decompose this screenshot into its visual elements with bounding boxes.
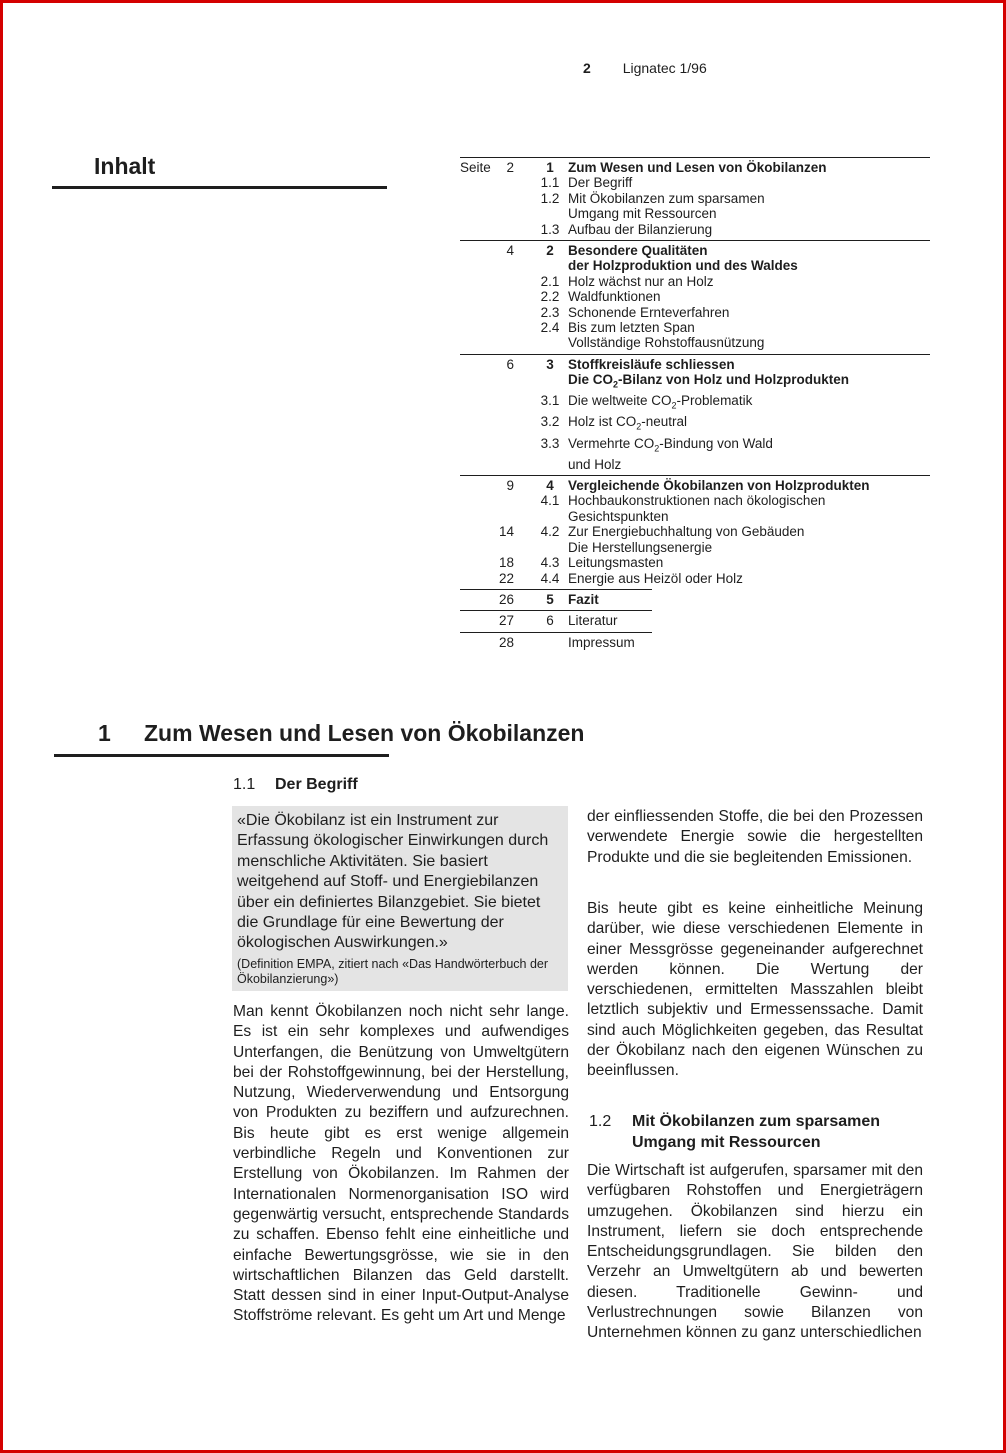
toc-chapter-title: Vergleichende Ökobilanzen von Holzprodukten: [568, 478, 870, 494]
toc-title-subscript: 2: [654, 443, 660, 454]
toc-chapter-number: 4.3: [540, 555, 560, 571]
toc-seite-label: [460, 335, 496, 350]
toc-seite-label: [460, 175, 496, 190]
toc-group: [460, 589, 652, 610]
toc-entry: [460, 571, 930, 586]
toc-title-part: -neutral: [641, 414, 688, 430]
toc-page-number: [496, 335, 514, 350]
toc-chapter-number: 5: [546, 591, 554, 607]
toc-entry: [460, 592, 652, 607]
toc-entry: [460, 540, 930, 555]
toc-entry: [460, 555, 930, 570]
toc-chapter-number: [532, 635, 568, 650]
publication-name: Lignatec 1/96: [622, 60, 707, 76]
toc-seite-label: [460, 509, 496, 524]
toc-chapter-title: Zur Energiebuchhaltung von Gebäuden: [568, 524, 805, 540]
page-number: 2: [583, 60, 591, 76]
toc-page-number: [496, 540, 514, 555]
toc-page-number: [496, 509, 514, 524]
toc-seite-label: [460, 540, 496, 555]
toc-chapter-title: Holz wächst nur an Holz: [568, 273, 714, 289]
toc-chapter-title: Besondere Qualitäten: [568, 243, 708, 259]
toc-chapter-title: [568, 414, 930, 435]
toc-page-number: [496, 393, 514, 414]
toc-chapter-title: Der Begriff: [568, 175, 633, 191]
toc-entry: [460, 372, 930, 393]
subsection-heading: [233, 776, 358, 794]
toc-page-number: [496, 414, 514, 435]
toc-page-number: 2: [506, 160, 514, 175]
toc-seite-label: [460, 274, 496, 289]
toc-chapter-number: 4.2: [540, 524, 560, 540]
toc-chapter-title: [568, 372, 930, 393]
toc-chapter-title: Zum Wesen und Lesen von Ökobilanzen: [568, 160, 827, 175]
toc-chapter-title: Leitungsmasten: [568, 555, 664, 571]
toc-seite-label: [460, 289, 496, 304]
toc-seite-label: [460, 592, 496, 607]
toc-entry: [460, 509, 930, 524]
body-paragraph: der einfliessenden Stoffe, die bei den Prozessen verwendete Energie sowie die hergestellten Produkte und die sie begleitenden Emissionen.: [587, 808, 923, 866]
toc-chapter-number: [532, 206, 568, 221]
toc-chapter-number: 1.3: [540, 221, 560, 237]
toc-chapter-title: Schonende Ernteverfahren: [568, 304, 730, 320]
toc-seite-label: [460, 393, 496, 414]
toc-chapter-title: Mit Ökobilanzen zum sparsamen: [568, 190, 765, 206]
toc-entry: [460, 457, 930, 472]
toc-seite-label: [460, 243, 496, 258]
toc-chapter-number: 3: [546, 356, 554, 372]
toc-group: [460, 632, 652, 653]
toc-page-number: 14: [498, 524, 514, 540]
toc-chapter-number: 1.2: [540, 190, 560, 206]
toc-page-number: [496, 457, 514, 472]
toc-chapter-number: 6: [546, 613, 554, 629]
toc-seite-label: [460, 436, 496, 457]
toc-chapter-title: Waldfunktionen: [568, 289, 661, 305]
toc-chapter-title: [568, 436, 930, 457]
toc-page-number: 9: [506, 478, 514, 494]
toc-title-part: -Bindung von Wald: [659, 435, 773, 451]
toc-seite-label: [460, 320, 496, 335]
toc-page-number: [496, 258, 514, 273]
body-paragraph: Die Wirtschaft ist aufgerufen, sparsamer mit den verfügbaren Rohstoffen und Energieträgern umzugehen. Ökobilanzen sind hierzu ein Instrument, liefern sie doch entsprechende Entscheidungsgrundlagen. Sie bilden den Verzehr an Umweltgütern ab und bewerten diesen. Traditionelle Gewinn- und Verlustrechnungen sowie Bilanzen von Unternehmen können zu ganz unterschiedlichen: [587, 1162, 923, 1342]
toc-page-number: 6: [506, 356, 514, 372]
toc-chapter-number: [532, 540, 568, 555]
toc-chapter-number: 4.1: [540, 493, 560, 509]
toc-title-part: Vermehrte CO: [568, 435, 655, 451]
toc-page-number: [496, 175, 514, 190]
toc-group: [460, 157, 930, 240]
toc-chapter-title: Vollständige Rohstoffausnützung: [568, 335, 765, 351]
toc-chapter-number: 2.1: [540, 273, 560, 289]
toc-page-number: [496, 305, 514, 320]
toc-page-number: [496, 274, 514, 289]
toc-seite-label: [460, 414, 496, 435]
toc-seite-label: [460, 372, 496, 393]
toc-entry: [460, 393, 930, 414]
toc-group: [460, 475, 930, 589]
table-of-contents: [460, 157, 930, 653]
toc-title-part: -Bilanz von Holz und Holzprodukten: [618, 372, 850, 388]
toc-page-number: [496, 289, 514, 304]
toc-title-subscript: 2: [671, 401, 677, 412]
section-heading-rule: [54, 754, 389, 757]
toc-page-number: [496, 191, 514, 206]
toc-chapter-number: 2.2: [540, 289, 560, 305]
toc-chapter-title: Stoffkreisläufe schliessen: [568, 356, 735, 372]
toc-chapter-title: und Holz: [568, 456, 622, 472]
body-paragraph: Bis heute gibt es keine einheitliche Meinung darüber, wie diese verschiedenen Elemente in einer Messgrösse gegeneinander aufgerechnet werden können. Die Wertung der verschiedenen, ermittelten Masszahlen bleibt letztlich subjektiv und Ermessenssache. Damit sind auch Möglichkeiten gegeben, das Resultat der Ökobilanz nach den eigenen Wünschen zu beeinflussen.: [587, 900, 923, 1080]
toc-group: [460, 354, 930, 475]
toc-seite-label: [460, 571, 496, 586]
toc-page-number: [496, 320, 514, 335]
toc-title: Inhalt: [94, 153, 156, 179]
toc-entry: [460, 274, 930, 289]
toc-seite-label: [460, 524, 496, 539]
toc-chapter-number: 1: [546, 160, 554, 175]
toc-chapter-number: [532, 457, 568, 472]
toc-entry: [460, 478, 930, 493]
toc-chapter-number: 3.1: [540, 393, 560, 409]
toc-entry: [460, 493, 930, 508]
toc-seite-label: [460, 613, 496, 628]
subsection-number: 1.1: [233, 776, 256, 793]
toc-chapter-number: [532, 258, 568, 273]
toc-seite-label: [460, 258, 496, 273]
toc-seite-label: [460, 206, 496, 221]
toc-entry: [460, 206, 930, 221]
toc-chapter-number: [532, 372, 568, 393]
toc-entry: [460, 258, 930, 273]
toc-entry: [460, 320, 930, 335]
toc-entry: [460, 335, 930, 350]
toc-page-number: 4: [506, 243, 514, 259]
toc-title-subscript: 2: [636, 422, 642, 433]
toc-title-part: Die weltweite CO: [568, 393, 672, 409]
toc-chapter-title: Hochbaukonstruktionen nach ökologischen: [568, 493, 826, 509]
toc-chapter-number: 2.3: [540, 304, 560, 320]
toc-title-part: Die CO: [568, 372, 614, 388]
toc-chapter-title: Die Herstellungsenergie: [568, 539, 713, 555]
toc-seite-label: [460, 305, 496, 320]
toc-page-number: 26: [498, 591, 514, 607]
toc-chapter-title: Literatur: [568, 613, 618, 629]
toc-seite-label: [460, 493, 496, 508]
toc-page-number: [496, 222, 514, 237]
toc-page-number: [496, 493, 514, 508]
toc-entry: [460, 635, 652, 650]
toc-chapter-number: 3.2: [540, 414, 560, 430]
toc-chapter-title: Umgang mit Ressourcen: [568, 206, 717, 222]
toc-chapter-number: [532, 509, 568, 524]
toc-chapter-number: 1.1: [540, 175, 560, 191]
definition-quote-box: [232, 806, 568, 991]
subsection-heading: [589, 1112, 932, 1153]
toc-chapter-number: 2.4: [540, 320, 560, 336]
toc-chapter-title: Aufbau der Bilanzierung: [568, 221, 713, 237]
toc-entry: [460, 160, 930, 175]
toc-chapter-title: der Holzproduktion und des Waldes: [568, 258, 798, 274]
toc-page-number: [496, 436, 514, 457]
section-title: Zum Wesen und Lesen von Ökobilanzen: [144, 720, 585, 746]
page-header: [583, 60, 707, 76]
toc-chapter-number: [532, 335, 568, 350]
toc-entry: [460, 436, 930, 457]
toc-entry: [460, 175, 930, 190]
toc-seite-label: [460, 478, 496, 493]
toc-chapter-title: [568, 393, 930, 414]
subsection-title: Der Begriff: [275, 776, 358, 793]
section-heading: [98, 720, 584, 747]
toc-seite-label: Seite: [460, 160, 491, 175]
toc-entry: [460, 289, 930, 304]
subsection-number: 1.2: [589, 1113, 612, 1130]
subsection-title: Mit Ökobilanzen zum sparsamen Umgang mit Ressourcen: [632, 1113, 881, 1151]
toc-seite-label: [460, 555, 496, 570]
toc-title-part: -Problematik: [676, 393, 753, 409]
toc-chapter-title: Bis zum letzten Span: [568, 320, 695, 336]
toc-chapter-title: Fazit: [568, 591, 599, 607]
toc-title-part: Holz ist CO: [568, 414, 637, 430]
toc-title-subscript: 2: [613, 379, 619, 390]
body-paragraph: Man kennt Ökobilanzen noch nicht sehr lange. Es ist ein sehr komplexes und aufwendiges Unterfangen, die Benützung von Umweltgütern bei der Rohstoffgewinnung, bei der Herstellung, Nutzung, Wiederverwendung und Entsorgung von Produkten zu beziffern und aufzurechnen. Bis heute gibt es erst wenige allgemein verbindliche Regeln und Konventionen zur Erstellung von Ökobilanzen. Im Rahmen der Internationalen Normenorganisation ISO wird gegenwärtig versucht, entsprechende Standards zu schaffen. Ebenso fehlt eine einheitliche und einfache Bewertungsgrösse, wie sie in den wirtschaftlichen Bilanzen das Geld darstellt. Statt dessen sind in einer Input-Output-Analyse Stoffströme relevant. Es geht um Art und Menge: [233, 1003, 569, 1325]
toc-page-number: 22: [498, 570, 514, 586]
toc-group: [460, 240, 930, 354]
toc-entry: [460, 305, 930, 320]
toc-chapter-number: 4.4: [540, 570, 560, 586]
toc-seite-label: [460, 457, 496, 472]
toc-seite-label: [460, 357, 496, 372]
quote-source: (Definition EMPA, zitiert nach «Das Handwörterbuch der Ökobilanzierung»): [237, 956, 549, 986]
toc-page-number: 18: [498, 555, 514, 571]
toc-group: [460, 610, 652, 631]
toc-seite-label: [460, 191, 496, 206]
toc-chapter-title: Energie aus Heizöl oder Holz: [568, 570, 743, 586]
toc-page-number: [496, 206, 514, 221]
toc-seite-label: [460, 635, 496, 650]
toc-chapter-title: Gesichtspunkten: [568, 508, 669, 524]
toc-page-number: 27: [498, 613, 514, 629]
toc-chapter-title: Impressum: [568, 634, 635, 650]
toc-page-number: [496, 372, 514, 393]
toc-entry: [460, 222, 930, 237]
section-number: 1: [98, 720, 111, 746]
toc-page-number: 28: [498, 634, 514, 650]
toc-entry: [460, 191, 930, 206]
toc-entry: [460, 414, 930, 435]
toc-chapter-number: 2: [546, 243, 554, 259]
toc-entry: [460, 613, 652, 628]
toc-seite-label: [460, 222, 496, 237]
toc-entry: [460, 243, 930, 258]
toc-entry: [460, 357, 930, 372]
toc-title-rule: [52, 186, 387, 189]
toc-chapter-number: 3.3: [540, 435, 560, 451]
toc-entry: [460, 524, 930, 539]
toc-chapter-number: 4: [546, 478, 554, 494]
quote-text: «Die Ökobilanz ist ein Instrument zur Erfassung ökologischer Einwirkungen durch menschliche Aktivitäten. Sie basiert weitgehend auf Stoff- und Energiebilanzen über ein definiertes Bilanzgebiet. Sie bietet die Grundlage für eine Bewertung der ökologischen Auswirkungen.»: [237, 812, 549, 952]
